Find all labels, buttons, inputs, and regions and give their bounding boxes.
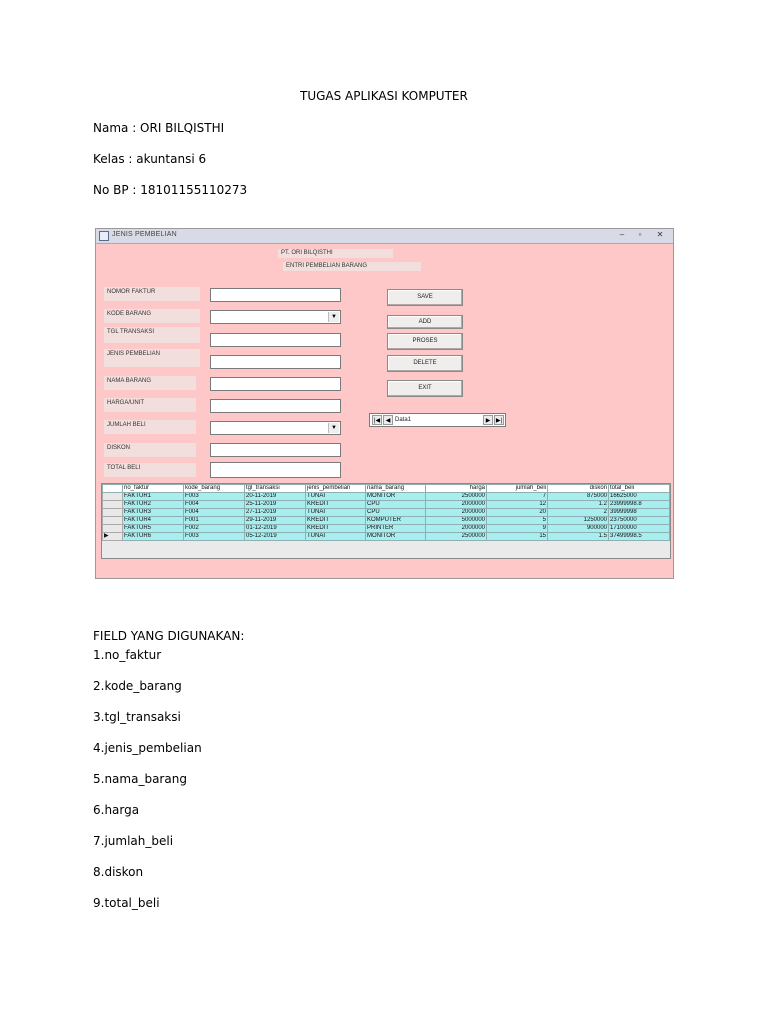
- grid-cell[interactable]: KREDIT: [306, 501, 366, 509]
- add-button[interactable]: ADD: [387, 315, 463, 329]
- grid-cell[interactable]: 7: [487, 493, 548, 501]
- label-total-beli: TOTAL BELI: [104, 463, 196, 477]
- grid-cell[interactable]: 23750000: [609, 517, 670, 525]
- nama-barang-input[interactable]: [210, 377, 341, 391]
- row-pointer-icon[interactable]: ▶: [103, 533, 123, 541]
- document-title: TUGAS APLIKASI KOMPUTER: [300, 89, 468, 103]
- row-selector-cell[interactable]: [103, 493, 123, 501]
- move-previous-icon[interactable]: ◀: [383, 415, 393, 425]
- grid-cell[interactable]: 2500000: [426, 493, 487, 501]
- form-title-label: ENTRI PEMBELIAN BARANG: [283, 262, 421, 271]
- row-selector-cell[interactable]: [103, 517, 123, 525]
- grid-cell[interactable]: F001: [184, 517, 245, 525]
- label-jumlah-beli: JUMLAH BELI: [104, 420, 196, 434]
- label-kode-barang: KODE BARANG: [104, 309, 200, 323]
- table-row[interactable]: [103, 525, 670, 533]
- grid-cell[interactable]: 2: [548, 509, 609, 517]
- grid-cell[interactable]: FAKTUR4: [123, 517, 184, 525]
- grid-cell[interactable]: FAKTUR5: [123, 525, 184, 533]
- grid-cell[interactable]: 20: [487, 509, 548, 517]
- grid-cell[interactable]: PRINTER: [366, 525, 426, 533]
- diskon-input[interactable]: [210, 443, 341, 457]
- grid-cell[interactable]: KREDIT: [306, 525, 366, 533]
- grid-cell[interactable]: TUNAI: [306, 509, 366, 517]
- grid-corner-cell: [103, 485, 123, 493]
- table-row[interactable]: [103, 517, 670, 525]
- grid-cell[interactable]: 5: [487, 517, 548, 525]
- label-diskon: DISKON: [104, 443, 196, 457]
- label-jenis-pembelian: JENIS PEMBELIAN: [104, 349, 200, 367]
- grid-cell[interactable]: 1.2: [548, 501, 609, 509]
- grid-cell[interactable]: F004: [184, 509, 245, 517]
- grid-cell[interactable]: KOMPUTER: [366, 517, 426, 525]
- chevron-down-icon[interactable]: ▼: [328, 423, 339, 433]
- grid-cell[interactable]: TUNAI: [306, 493, 366, 501]
- grid-cell[interactable]: F003: [184, 533, 245, 541]
- grid-cell[interactable]: 900000: [548, 525, 609, 533]
- label-nama-barang: NAMA BARANG: [104, 376, 196, 390]
- grid-cell[interactable]: FAKTUR6: [123, 533, 184, 541]
- field-item: 9.total_beli: [93, 896, 160, 910]
- student-number: No BP : 18101155110273: [93, 183, 248, 197]
- save-button[interactable]: SAVE: [387, 289, 463, 306]
- grid-cell[interactable]: 12: [487, 501, 548, 509]
- grid-cell[interactable]: CPU: [366, 509, 426, 517]
- grid-column-header[interactable]: kode_barang: [184, 485, 245, 493]
- grid-cell[interactable]: 16625000: [609, 493, 670, 501]
- label-tgl-transaksi: TGL TRANSAKSI: [104, 327, 200, 343]
- minimize-button[interactable]: –: [619, 230, 625, 239]
- field-item: 1.no_faktur: [93, 648, 162, 662]
- harga-unit-input[interactable]: [210, 399, 341, 413]
- grid-cell[interactable]: F002: [184, 525, 245, 533]
- student-class: Kelas : akuntansi 6: [93, 152, 207, 166]
- window-titlebar: [96, 229, 673, 244]
- field-item: 5.nama_barang: [93, 772, 187, 786]
- field-item: 4.jenis_pembelian: [93, 741, 202, 755]
- grid-column-header[interactable]: tgl_transaksi: [245, 485, 306, 493]
- grid-cell[interactable]: 20-11-2019: [245, 493, 306, 501]
- grid-cell[interactable]: 05-12-2019: [245, 533, 306, 541]
- table-row[interactable]: [103, 501, 670, 509]
- grid-cell[interactable]: CPU: [366, 501, 426, 509]
- grid-cell[interactable]: KREDIT: [306, 517, 366, 525]
- nomor-faktur-input[interactable]: [210, 288, 341, 302]
- chevron-down-icon[interactable]: ▼: [328, 312, 339, 322]
- grid-cell[interactable]: 15: [487, 533, 548, 541]
- table-row[interactable]: [103, 493, 670, 501]
- grid-cell[interactable]: FAKTUR1: [123, 493, 184, 501]
- grid-cell[interactable]: 25-11-2019: [245, 501, 306, 509]
- field-item: 8.diskon: [93, 865, 144, 879]
- row-selector-cell[interactable]: [103, 509, 123, 517]
- grid-cell[interactable]: 1250000: [548, 517, 609, 525]
- grid-header-row: [103, 485, 670, 493]
- grid-column-header[interactable]: harga: [426, 485, 487, 493]
- grid-column-header[interactable]: total_beli: [609, 485, 670, 493]
- grid-cell[interactable]: 2000000: [426, 501, 487, 509]
- jumlah-beli-combo[interactable]: [210, 421, 341, 435]
- move-last-icon[interactable]: ▶|: [494, 415, 504, 425]
- delete-button[interactable]: DELETE: [387, 355, 463, 372]
- grid-cell[interactable]: MONITOR: [366, 493, 426, 501]
- grid-cell[interactable]: 01-12-2019: [245, 525, 306, 533]
- student-name: Nama : ORI BILQISTHI: [93, 121, 225, 135]
- field-item: 7.jumlah_beli: [93, 834, 174, 848]
- grid-cell[interactable]: 2000000: [426, 525, 487, 533]
- grid-cell[interactable]: 5000000: [426, 517, 487, 525]
- row-selector-cell[interactable]: [103, 525, 123, 533]
- move-first-icon[interactable]: |◀: [372, 415, 382, 425]
- grid-cell[interactable]: 2000000: [426, 509, 487, 517]
- field-item: 3.tgl_transaksi: [93, 710, 181, 724]
- grid-cell[interactable]: MONITOR: [366, 533, 426, 541]
- kode-barang-combo[interactable]: [210, 310, 341, 324]
- table-row[interactable]: [103, 533, 670, 541]
- grid-cell[interactable]: 875000: [548, 493, 609, 501]
- grid-cell[interactable]: F004: [184, 501, 245, 509]
- label-nomor-faktur: NOMOR FAKTUR: [104, 287, 200, 301]
- fields-heading: FIELD YANG DIGUNAKAN:: [93, 629, 245, 643]
- data-control[interactable]: [369, 413, 506, 427]
- tgl-transaksi-input[interactable]: [210, 333, 341, 347]
- jenis-pembelian-input[interactable]: [210, 355, 341, 369]
- window-title: JENIS PEMBELIAN: [112, 231, 177, 238]
- data-control-caption: Data1: [395, 417, 412, 423]
- maximize-button[interactable]: ▫: [638, 230, 642, 239]
- row-selector-cell[interactable]: [103, 501, 123, 509]
- proses-button[interactable]: PROSES: [387, 333, 463, 350]
- grid-cell[interactable]: 2500000: [426, 533, 487, 541]
- window-icon: [99, 231, 109, 241]
- grid-column-header[interactable]: jumlah_beli: [487, 485, 548, 493]
- company-name-label: PT. ORI BILQISTHI: [278, 249, 393, 258]
- total-beli-input[interactable]: [210, 462, 341, 478]
- move-next-icon[interactable]: ▶: [483, 415, 493, 425]
- grid-cell[interactable]: 37499998.5: [609, 533, 670, 541]
- grid-cell[interactable]: 27-11-2019: [245, 509, 306, 517]
- grid-column-header[interactable]: jenis_pembelian: [306, 485, 366, 493]
- grid-cell[interactable]: FAKTUR3: [123, 509, 184, 517]
- exit-button[interactable]: EXIT: [387, 380, 463, 397]
- grid-cell[interactable]: F003: [184, 493, 245, 501]
- grid-cell[interactable]: 39999998: [609, 509, 670, 517]
- grid-column-header[interactable]: no_faktur: [123, 485, 184, 493]
- data-grid[interactable]: [101, 483, 671, 559]
- table-row[interactable]: [103, 509, 670, 517]
- grid-cell[interactable]: 9: [487, 525, 548, 533]
- grid-cell[interactable]: 1.5: [548, 533, 609, 541]
- close-button[interactable]: ✕: [656, 230, 664, 239]
- grid-column-header[interactable]: diskon: [548, 485, 609, 493]
- label-harga-unit: HARGA/UNIT: [104, 398, 196, 412]
- grid-column-header[interactable]: nama_barang: [366, 485, 426, 493]
- field-item: 6.harga: [93, 803, 140, 817]
- grid-cell[interactable]: 29-11-2019: [245, 517, 306, 525]
- field-item: 2.kode_barang: [93, 679, 182, 693]
- grid-cell[interactable]: FAKTUR2: [123, 501, 184, 509]
- grid-cell[interactable]: TUNAI: [306, 533, 366, 541]
- grid-cell[interactable]: 23999998.8: [609, 501, 670, 509]
- grid-cell[interactable]: 17100000: [609, 525, 670, 533]
